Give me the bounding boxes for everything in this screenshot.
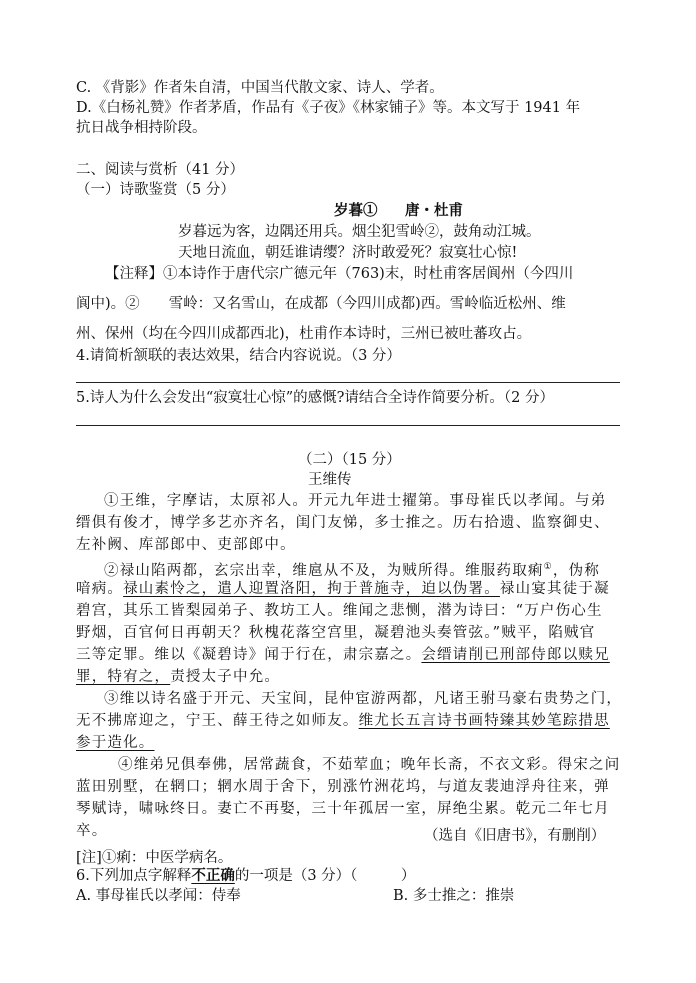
para4-line3: 琴赋诗，啸咏终日。妻亡不再娶，三十年孤居一室，屏绝尘累。乾元二年七月 — [76, 801, 610, 817]
para2-line1: ②禄山陷两都，玄宗出幸，维扈从不及，为贼所得。维服药取痢①，伪称 — [104, 562, 600, 579]
poem-title: 岁暮① — [334, 202, 378, 219]
option-d-line1: D.《白杨礼赞》作者茅盾，作品有《子夜》《林家铺子》等。本文写于 1941 年 — [76, 100, 581, 116]
para1-line3: 左补阙、库部郎中、吏部郎中。 — [76, 537, 296, 553]
option-c: C. 《背影》作者朱自清，中国当代散文家、诗人、学者。 — [76, 80, 444, 96]
poem-line-1: 岁暮远为客，边隅还用兵。烟尘犯雪岭②，鼓角动江城。 — [178, 224, 541, 240]
para4-line4: 卒。 — [76, 823, 108, 839]
question-6-option-a: A. 事母崔氏以孝闻：侍奉 — [76, 888, 241, 904]
para2-line6: 罪，特宥之，责授太子中允。 — [76, 669, 281, 685]
para2-line5: 三等定罪。维以《凝碧诗》闻于行在，肃宗嘉之。会缙请削已刑部侍郎以赎兄 — [76, 647, 610, 663]
para4-line2: 蓝田别墅，在辋口；辋水周于舍下，别涨竹洲花坞，与道友裴迪浮舟往来，弹 — [76, 779, 610, 795]
passage-footnote: [注]①痢：中医学病名。 — [76, 850, 233, 866]
section-heading: 二、阅读与赏析（41 分） — [76, 162, 245, 178]
answer-line-q5 — [76, 425, 620, 426]
question-6: 6.下列加点字解释不正确的一项是（3 分）（ ） — [76, 867, 416, 884]
passage-title: 王维传 — [308, 472, 352, 488]
para4-line1: ④维弟兄俱奉佛，居常蔬食，不茹荤血；晚年长斋，不衣文彩。得宋之问 — [118, 757, 621, 773]
para3-line3 — [76, 733, 155, 753]
poem-note-line2: 阆中)。② 雪岭：又名雪山，在成都（今四川成都)西。雪岭临近松州、维 — [76, 296, 566, 312]
para2-line4: 野烟，百官何日再朝天？秋槐花落空宫里，凝碧池头奏管弦。”贼平，陷贼官 — [76, 625, 596, 641]
underlined-sentence-2b: 罪，特宥之， — [76, 669, 171, 685]
passage-heading: （二）（15 分） — [298, 452, 401, 468]
poem-author: 唐・杜甫 — [405, 202, 463, 219]
para3-line2: 无不拂席迎之，宁王、薛王待之如师友。维尤长五言诗书画特臻其妙笔踪措思 — [76, 713, 610, 729]
question-4: 4.请简析颔联的表达效果，结合内容说说。（3 分） — [76, 348, 401, 364]
poem-note-line3: 州、保州（均在今四川成都西北)，杜甫作本诗时，三州已被吐蕃攻占。 — [76, 326, 532, 342]
answer-line-q4 — [76, 382, 620, 383]
para2-line2: 喑病。禄山素怜之，遣人迎置洛阳，拘于普施寺，迫以伪署。禄山宴其徒于凝 — [76, 581, 610, 597]
para1-line2: 缙俱有俊才，博学多艺亦齐名，闺门友悌，多士推之。历右拾遗、监察御史、 — [76, 515, 610, 531]
para2-line3: 碧宫，其乐工皆梨园弟子、教坊工人。维闻之悲恻，潜为诗曰：“万户伤心生 — [76, 603, 603, 619]
question-6-option-b: B. 多士推之：推崇 — [393, 888, 515, 904]
underlined-sentence-3b: 参于造化。 — [76, 735, 155, 751]
underlined-sentence-2a: 会缙请削已刑部侍郎以赎兄 — [421, 647, 610, 663]
passage-source: （选自《旧唐书》，有删削） — [424, 828, 606, 844]
poem-line-2: 天地日流血，朝廷谁请缨？济时敢爱死？寂寞壮心惊! — [178, 245, 518, 261]
para1-line1: ①王维，字摩诘，太原祁人。开元九年进士擢第。事母崔氏以孝闻。与弟 — [104, 493, 607, 509]
question-5: 5.诗人为什么会发出“寂寞壮心惊”的感慨?请结合全诗作简要分析。（2 分） — [76, 390, 555, 406]
option-d-line2: 抗日战争相持阶段。 — [76, 120, 207, 136]
underlined-sentence-1: 禄山素怜之，遣人迎置洛阳，拘于普施寺，迫以伪署。 — [123, 581, 500, 597]
para3-line1: ③维以诗名盛于开元、天宝间，昆仲宦游两都，凡诸王驸马豪右贵势之门， — [104, 691, 623, 707]
underlined-sentence-3a: 维尤长五言诗书画特臻其妙笔踪措思 — [358, 713, 610, 729]
poem-note-line1: 【注释】①本诗作于唐代宗广德元年（763)末，时杜甫客居阆州（今四川 — [105, 266, 574, 282]
emphasis-incorrect: 不正确 — [191, 867, 235, 884]
subsection-poetry: （一）诗歌鉴赏（5 分） — [76, 182, 235, 198]
